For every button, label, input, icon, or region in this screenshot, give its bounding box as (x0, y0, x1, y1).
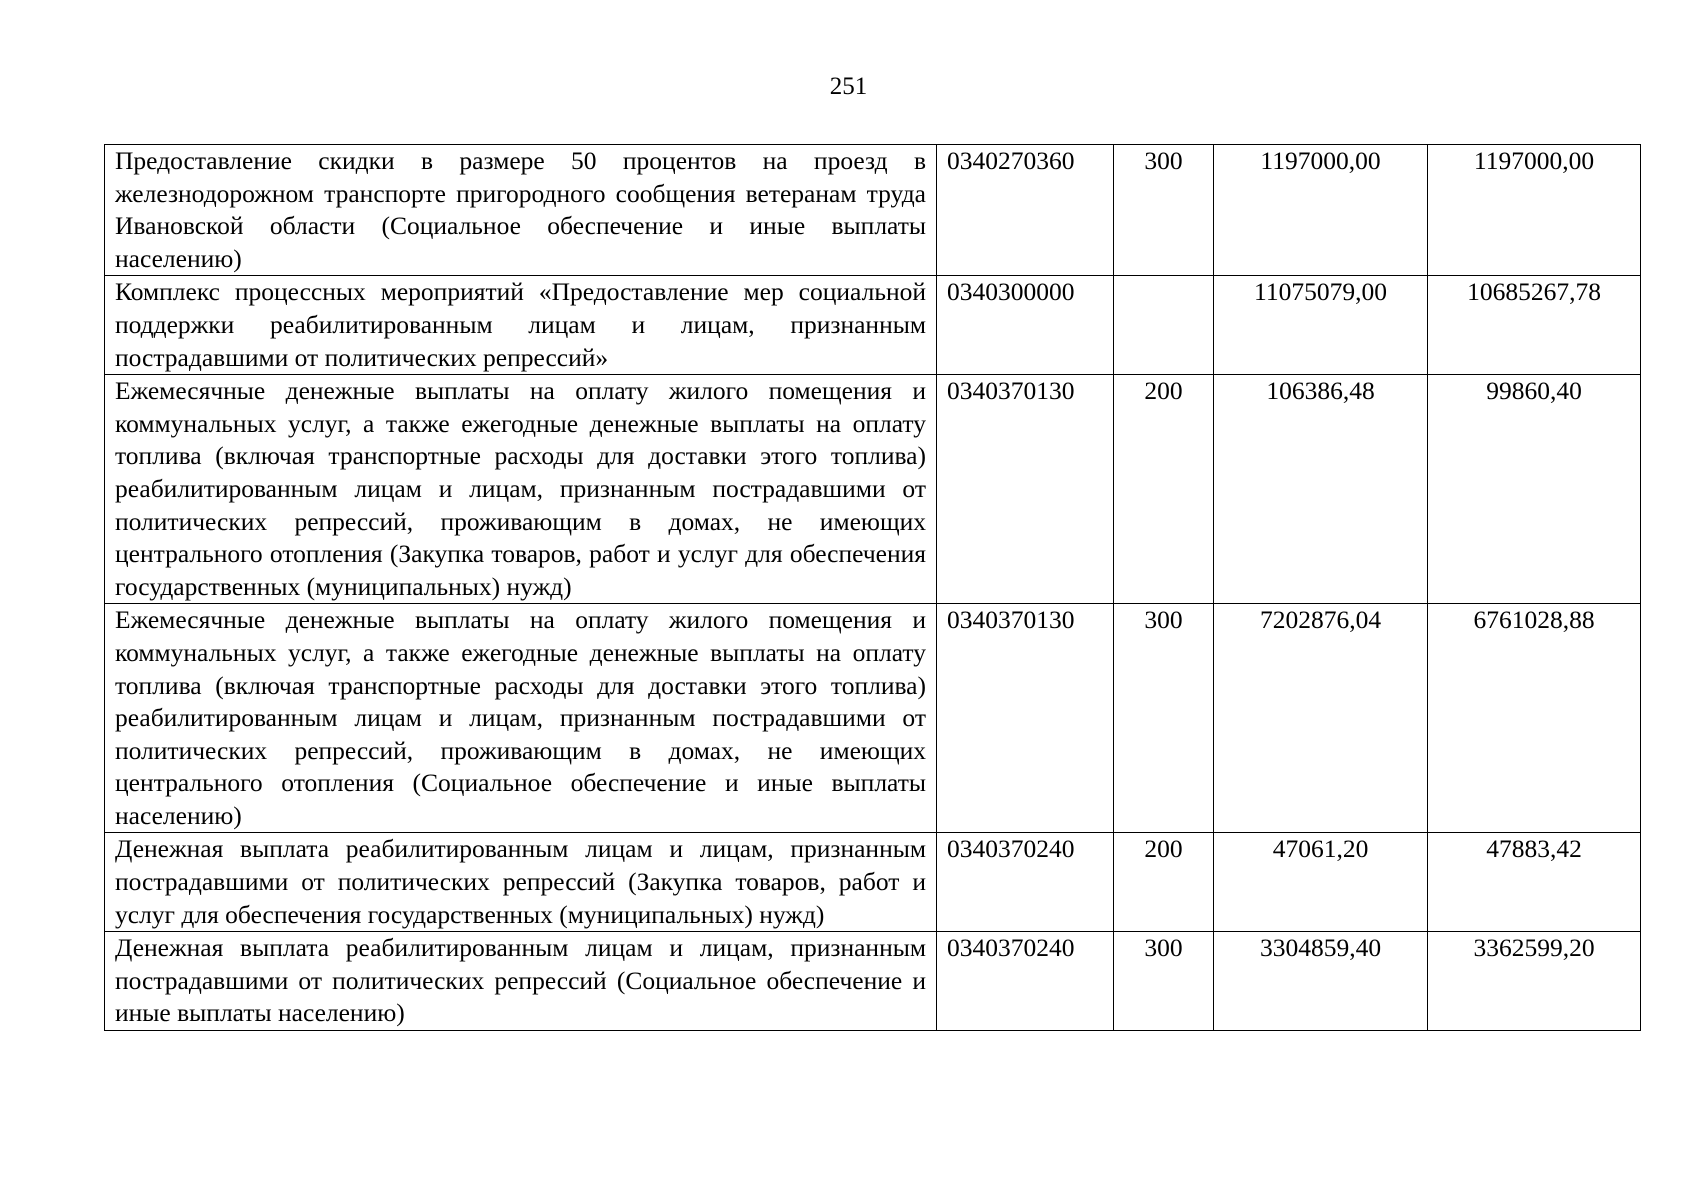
expense-type-cell: 300 (1114, 932, 1214, 1031)
amount-2-cell: 6761028,88 (1428, 604, 1641, 833)
target-code-cell: 0340370240 (937, 833, 1114, 932)
amount-2-cell: 1197000,00 (1428, 145, 1641, 276)
table-row (105, 604, 1641, 833)
amount-1-cell: 3304859,40 (1214, 932, 1428, 1031)
page-number: 251 (829, 73, 868, 100)
expense-name-cell: Денежная выплата реабилитированным лицам и лицам, признанным пострадавшими от политических репрессий (Закупка товаров, работ и услуг для обеспечения государственных (муниципальных) нужд) (105, 833, 937, 932)
amount-1-cell: 47061,20 (1214, 833, 1428, 932)
expense-type-cell: 300 (1114, 145, 1214, 276)
table-row (105, 833, 1641, 932)
table-row (105, 145, 1641, 276)
amount-2-cell: 99860,40 (1428, 375, 1641, 604)
expense-name-cell: Ежемесячные денежные выплаты на оплату жилого помещения и коммунальных услуг, а также ежегодные денежные выплаты на оплату топлива (включая транспортные расходы для доставки этого топлива) реабилитированным лицам и лицам, признанным пострадавшими от политических репрессий, проживающим в домах, не имеющих центрального отопления (Социальное обеспечение и иные выплаты населению) (105, 604, 937, 833)
table-row (105, 276, 1641, 375)
target-code-cell: 0340370130 (937, 375, 1114, 604)
table-row (105, 932, 1641, 1031)
target-code-cell: 0340370130 (937, 604, 1114, 833)
target-code-cell: 0340300000 (937, 276, 1114, 375)
budget-table (104, 144, 1641, 1031)
expense-name-cell: Ежемесячные денежные выплаты на оплату жилого помещения и коммунальных услуг, а также ежегодные денежные выплаты на оплату топлива (включая транспортные расходы для доставки этого топлива) реабилитированным лицам и лицам, признанным пострадавшими от политических репрессий, проживающим в домах, не имеющих центрального отопления (Закупка товаров, работ и услуг для обеспечения государственных (муниципальных) нужд) (105, 375, 937, 604)
expense-type-cell: 200 (1114, 375, 1214, 604)
expense-name-cell: Денежная выплата реабилитированным лицам и лицам, признанным пострадавшими от политических репрессий (Социальное обеспечение и иные выплаты населению) (105, 932, 937, 1031)
expense-type-cell: 300 (1114, 604, 1214, 833)
amount-1-cell: 7202876,04 (1214, 604, 1428, 833)
amount-2-cell: 10685267,78 (1428, 276, 1641, 375)
amount-1-cell: 11075079,00 (1214, 276, 1428, 375)
expense-name-cell: Комплекс процессных мероприятий «Предоставление мер социальной поддержки реабилитированным лицам и лицам, признанным пострадавшими от политических репрессий» (105, 276, 937, 375)
expense-type-cell: 200 (1114, 833, 1214, 932)
amount-2-cell: 3362599,20 (1428, 932, 1641, 1031)
target-code-cell: 0340270360 (937, 145, 1114, 276)
expense-type-cell (1114, 276, 1214, 375)
target-code-cell: 0340370240 (937, 932, 1114, 1031)
amount-2-cell: 47883,42 (1428, 833, 1641, 932)
amount-1-cell: 1197000,00 (1214, 145, 1428, 276)
amount-1-cell: 106386,48 (1214, 375, 1428, 604)
expense-name-cell: Предоставление скидки в размере 50 процентов на проезд в железнодорожном транспорте пригородного сообщения ветеранам труда Ивановской области (Социальное обеспечение и иные выплаты населению) (105, 145, 937, 276)
table-row (105, 375, 1641, 604)
